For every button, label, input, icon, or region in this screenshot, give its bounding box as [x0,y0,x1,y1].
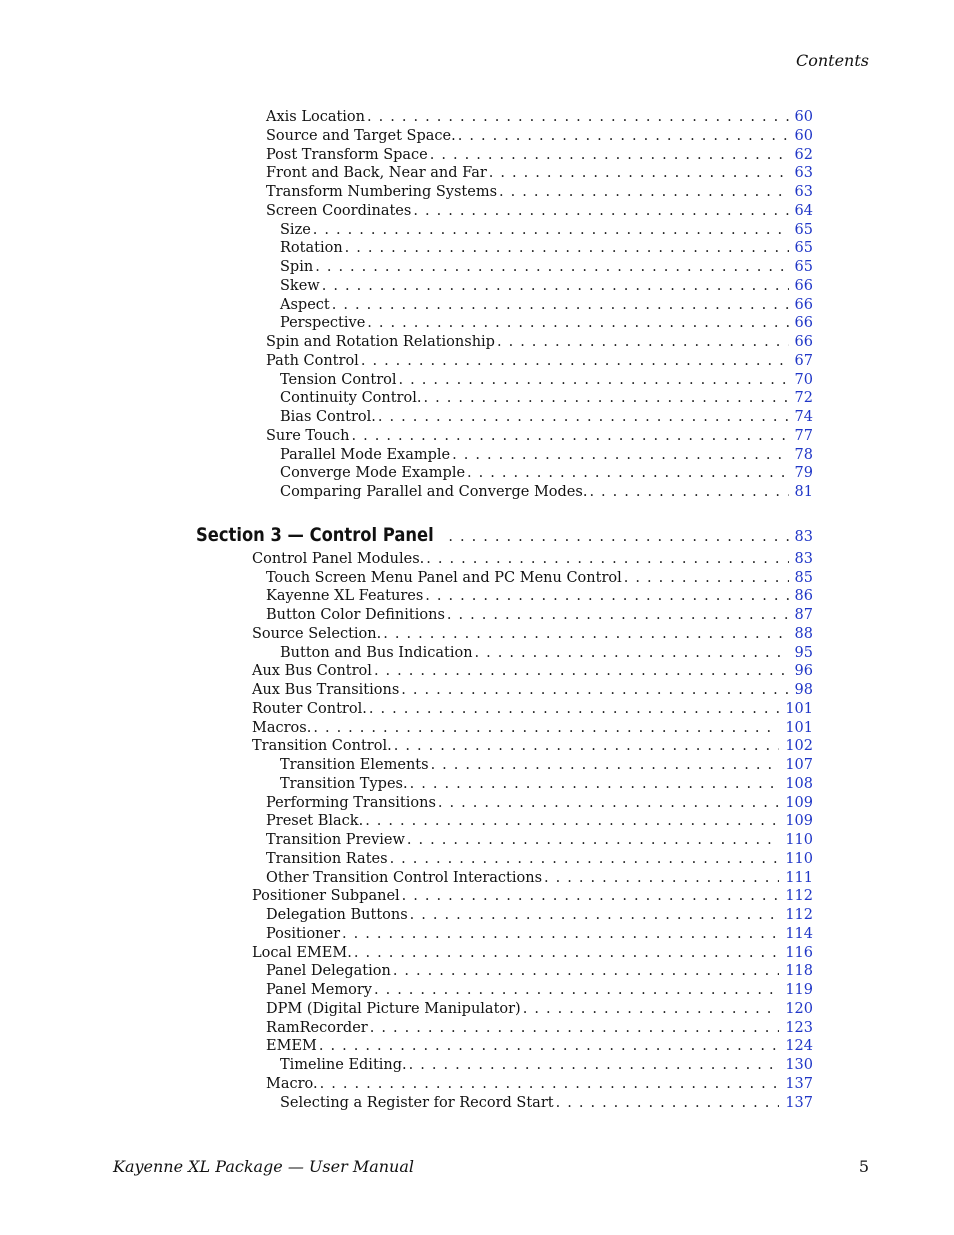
toc-entry[interactable] [266,980,813,1000]
toc-entry-title: Parallel Mode Example [280,446,451,463]
dot-leader [544,868,779,888]
toc-entry-title: Panel Delegation [266,963,391,980]
dot-leader [383,624,788,644]
toc-entry-title: Axis Location [266,109,365,125]
toc-entry[interactable] [280,370,813,390]
dot-leader [410,774,780,794]
toc-entry[interactable] [266,961,813,981]
toc-entry[interactable] [266,811,813,831]
dot-leader [556,1093,780,1113]
dot-leader [423,388,788,408]
dot-leader [367,313,788,333]
toc-page-link[interactable]: 64 [794,202,813,219]
toc-entry[interactable] [252,624,813,644]
toc-page-link[interactable]: 60 [794,109,813,125]
dot-leader [320,1074,780,1094]
toc-page-link[interactable]: 87 [794,607,813,623]
dot-leader [351,426,788,446]
dot-leader [589,482,788,502]
toc-entry-title: Panel Memory [266,982,372,998]
toc-entry-title: Transition Elements [280,757,429,773]
dot-leader [370,1018,780,1038]
toc-entry-title: Source and Target Space. [266,127,456,144]
dot-leader [401,680,788,700]
dot-leader [313,718,779,738]
toc-page-link[interactable]: 70 [794,371,813,388]
toc-entry-title: Macro. [266,1075,318,1092]
toc-page-link[interactable]: 101 [785,719,813,736]
toc-entry[interactable] [280,220,813,240]
dot-leader [447,605,789,625]
toc-page-link[interactable]: 124 [785,1038,813,1055]
toc-page-link[interactable]: 62 [794,146,813,163]
toc-entry[interactable] [280,463,813,483]
toc-entry[interactable] [252,886,813,906]
dot-leader [390,849,780,869]
toc-entry-title: Local EMEM. [252,944,352,961]
toc-entry-title: Transition Control. [252,738,392,755]
dot-leader [345,238,789,258]
toc-entry-title: Continuity Control. [280,390,422,407]
toc-entry-title: Aux Bus Transitions [252,682,400,698]
toc-page-link[interactable]: 77 [794,427,813,444]
toc-page-link[interactable]: 67 [794,352,813,369]
dot-leader [497,332,789,352]
toc-entry[interactable] [266,107,813,127]
toc-entry-title: RamRecorder [266,1019,368,1036]
dot-leader [369,699,779,719]
dot-leader [489,163,789,183]
dot-leader [413,201,788,221]
toc-page-link[interactable]: 85 [794,569,813,586]
toc-page-link[interactable]: 66 [794,277,813,294]
toc-entry[interactable] [252,699,813,719]
toc-entry-title: Other Transition Control Interactions [266,869,543,886]
toc-entry-title: Positioner Subpanel [252,888,400,905]
toc-page-link[interactable]: 119 [785,982,813,998]
dot-leader [313,220,789,240]
toc-entry[interactable] [266,868,813,888]
toc-entry[interactable] [280,445,813,465]
toc-entry[interactable] [266,568,813,588]
toc-entry-title: Aspect [280,296,330,313]
toc-entry-title: Touch Screen Menu Panel and PC Menu Control [266,569,622,586]
toc-entry-title: Transition Preview [266,832,405,848]
toc-entry[interactable] [266,332,813,352]
toc-entry-title: Skew [280,277,320,294]
toc-entry-title: Source Selection. [252,625,382,642]
toc-entry[interactable] [280,313,813,333]
toc-entry[interactable] [266,586,813,606]
dot-leader [409,1055,780,1075]
toc-entry[interactable] [266,999,813,1019]
toc-entry[interactable] [266,830,813,850]
toc-entry[interactable] [266,849,813,869]
toc-entry[interactable] [266,145,813,165]
toc-entry[interactable] [280,755,813,775]
toc-entry[interactable] [266,182,813,202]
toc-page-link[interactable]: 81 [794,484,813,500]
dot-leader [365,811,779,831]
toc-entry-title: Performing Transitions [266,794,436,811]
toc-entry[interactable] [266,924,813,944]
dot-leader [624,568,789,588]
toc-entry[interactable] [252,549,813,569]
toc-entry[interactable] [266,1036,813,1056]
toc-entry-title: Sure Touch [266,427,350,444]
toc-section-heading[interactable] [196,520,813,550]
toc-entry[interactable] [252,680,813,700]
toc-page-link[interactable]: 109 [785,813,813,830]
toc-entry-title: Macros. [252,719,312,736]
dot-leader [431,755,780,775]
toc-page-link[interactable]: 120 [785,1000,813,1017]
toc-page-link[interactable]: 88 [794,625,813,642]
toc-page-link[interactable]: 66 [794,296,813,313]
toc-entry[interactable] [280,388,813,408]
toc-entry-title: Button Color Definitions [266,607,445,623]
toc-entry[interactable] [280,774,813,794]
dot-leader [315,257,788,277]
toc-entry[interactable] [280,257,813,277]
toc-entry[interactable] [280,407,813,427]
dot-leader [374,980,779,1000]
toc-entry-title: Post Transform Space [266,146,428,163]
toc-entry[interactable] [252,718,813,738]
toc-page-link[interactable]: 95 [794,644,813,661]
dot-leader [394,736,780,756]
toc-entry-title: Button and Bus Indication [280,644,473,661]
toc-entry-title: Comparing Parallel and Converge Modes. [280,484,588,500]
toc-page-link[interactable]: 65 [794,221,813,238]
toc-page-link[interactable]: 110 [785,850,813,867]
toc-entry-title: Router Control. [252,700,367,717]
toc-entry-title: DPM (Digital Picture Manipulator) [266,1000,521,1017]
toc-entry[interactable] [266,605,813,625]
toc-page-link[interactable]: 107 [785,757,813,773]
toc-page-link[interactable]: 130 [785,1057,813,1073]
dot-leader [342,924,779,944]
toc-entry-title: Front and Back, Near and Far [266,165,487,182]
toc-entry-title: EMEM [266,1038,317,1055]
toc-entry-title: Section 3 — Control Panel [196,523,434,546]
dot-leader [332,295,789,315]
toc-entry[interactable] [252,661,813,681]
toc-page-link[interactable]: 109 [785,794,813,811]
dot-leader [430,145,789,165]
footer-page-number: 5 [858,1157,869,1176]
toc-entry[interactable] [280,276,813,296]
dot-leader [361,351,789,371]
toc-entry-title: Control Panel Modules. [252,550,425,567]
toc-page-link[interactable]: 111 [785,869,813,886]
toc-entry-title: Selecting a Register for Record Start [280,1094,554,1111]
toc-entry-title: Transition Rates [266,850,388,867]
toc-entry-title: Aux Bus Control [252,663,372,680]
dot-leader [367,107,789,127]
toc-entry-title: Delegation Buttons [266,907,408,923]
toc-entry[interactable] [266,793,813,813]
toc-page-link[interactable]: 66 [794,334,813,350]
toc-entry-title: Screen Coordinates [266,202,412,219]
toc-entry-title: Tension Control [280,371,397,388]
footer-title: Kayenne XL Package — User Manual [113,1157,415,1176]
toc-entry[interactable] [252,943,813,963]
toc-page-link[interactable]: 110 [785,832,813,848]
toc-page-link[interactable]: 101 [785,700,813,717]
toc-entry-title: Perspective [280,315,366,332]
dot-leader [448,522,788,552]
toc-page-link[interactable]: 98 [794,682,813,698]
toc-page-link[interactable]: 79 [794,465,813,482]
dot-leader [322,276,789,296]
dot-leader [407,830,779,850]
toc-entry-title: Path Control [266,352,359,369]
dot-leader [523,999,780,1019]
toc-page-link[interactable]: 114 [785,925,813,942]
dot-leader [402,886,780,906]
toc-page-link[interactable]: 137 [785,1094,813,1111]
toc-entry-title: Positioner [266,925,341,942]
toc-page-link[interactable]: 112 [785,907,813,923]
toc-entry[interactable] [280,1055,813,1075]
toc-entry[interactable] [266,905,813,925]
dot-leader [467,463,789,483]
toc-page-link[interactable]: 78 [794,446,813,463]
toc-entry-title: Kayenne XL Features [266,588,424,605]
toc-entry[interactable] [280,643,813,663]
dot-leader [393,961,780,981]
toc-entry-title: Converge Mode Example [280,465,466,482]
toc-entry[interactable] [266,126,813,146]
toc-page-link[interactable]: 83 [794,528,813,545]
dot-leader [475,643,789,663]
toc-entry-title: Transition Types. [280,775,408,792]
toc-page-link[interactable]: 74 [794,409,813,425]
running-head: Contents [795,51,869,70]
dot-leader [354,943,779,963]
dot-leader [458,126,789,146]
toc-page-link[interactable]: 108 [785,775,813,792]
toc-entry[interactable] [280,482,813,502]
toc-page-link[interactable]: 83 [794,550,813,567]
dot-leader [438,793,779,813]
dot-leader [374,661,789,681]
toc-page-link[interactable]: 60 [794,127,813,144]
toc-entry[interactable] [266,351,813,371]
toc-entry[interactable] [266,426,813,446]
toc-page-link[interactable]: 72 [794,390,813,407]
dot-leader [399,370,789,390]
dot-leader [425,586,788,606]
toc-page-link[interactable]: 137 [785,1075,813,1092]
toc-entry[interactable] [266,163,813,183]
toc-page-link[interactable]: 96 [794,663,813,680]
toc-page-link[interactable]: 86 [794,588,813,605]
toc-entry-title: Preset Black. [266,813,364,830]
toc-entry[interactable] [280,238,813,258]
toc-entry[interactable] [280,1093,813,1113]
toc-entry-title: Timeline Editing. [280,1057,407,1073]
toc-page-link[interactable]: 123 [785,1019,813,1036]
toc-entry[interactable] [266,201,813,221]
toc-entry[interactable] [280,295,813,315]
toc-entry-title: Rotation [280,240,343,257]
dot-leader [499,182,789,202]
toc-page-link[interactable]: 65 [794,259,813,275]
toc-page-link[interactable]: 112 [785,888,813,905]
toc-page-link[interactable]: 65 [794,240,813,257]
toc-entry[interactable] [266,1018,813,1038]
dot-leader [410,905,780,925]
dot-leader [452,445,788,465]
toc-page-link[interactable]: 102 [785,738,813,755]
toc-page-link[interactable]: 66 [794,315,813,332]
toc-entry[interactable] [266,1074,813,1094]
toc-entry[interactable] [252,736,813,756]
toc-entry-title: Transform Numbering Systems [266,184,498,200]
toc-page-link[interactable]: 63 [794,184,813,200]
toc-page-link[interactable]: 63 [794,165,813,182]
toc-entry-title: Spin [280,259,314,275]
toc-page-link[interactable]: 116 [785,944,813,961]
toc-entry-title: Bias Control. [280,409,376,425]
dot-leader [319,1036,779,1056]
toc-entry-title: Spin and Rotation Relationship [266,334,495,350]
toc-page-link[interactable]: 118 [785,963,813,980]
dot-leader [426,549,788,569]
toc-entry-title: Size [280,221,311,238]
dot-leader [378,407,789,427]
